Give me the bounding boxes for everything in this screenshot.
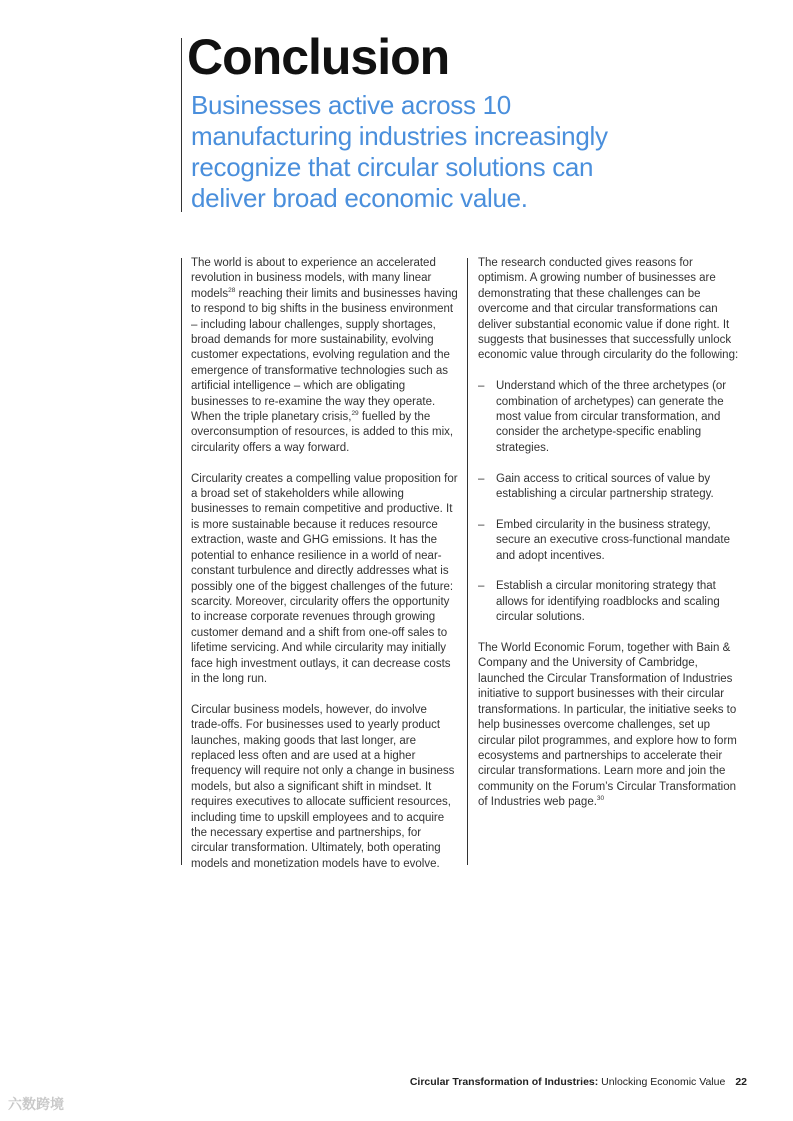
recommendation-list [478, 379, 744, 625]
footer-report-title: Circular Transformation of Industries: [409, 1076, 599, 1088]
left-paragraph-3: Circular business models, however, do involve trade-offs. For businesses used to yearly product launches, making goods that last longer, are replaced less often and are used at a higher frequency will require not only a change in business models, but also a significant shift in mindset. It requires executives to allocate sufficient resources, including time to upskill employees and to acquire the necessary expertise and partnerships, for circular transformation. Ultimately, both operating models and monetization models have to evolve. [191, 703, 455, 870]
page-title: Conclusion [187, 29, 450, 85]
footnote-ref-29: 29 [351, 410, 359, 418]
watermark: 六数跨境 [8, 1096, 64, 1112]
right-column [478, 256, 744, 826]
page-number: 22 [735, 1076, 747, 1088]
dash-marker: – [478, 380, 485, 393]
title-rule [181, 38, 182, 212]
left-column-rule [181, 258, 182, 865]
dash-marker: – [478, 518, 485, 531]
footnote-ref-30: 30 [596, 795, 605, 803]
list-item: – Establish a circular monitoring strategy that allows for identifying roadblocks and scaling circular solutions. [478, 580, 720, 624]
right-intro-paragraph: The research conducted gives reasons for optimism. A growing number of businesses are demonstrating that these challenges can be overcome and that circular transformations can deliver substantial economic value if done right. It suggests that businesses that successfully unlock economic value through circularity do the following: [478, 257, 739, 362]
dash-marker: – [478, 580, 485, 593]
left-paragraph-2: Circularity creates a compelling value proposition for a broad set of stakeholders while allowing businesses to remain competitive and productive. It is more sustainable because it reduces resource extraction, waste and GHG emissions. It has the potential to enhance resilience in a world of near-constant turbulence and directly addresses what is possibly one of the biggest challenges of the future: scarcity. Moreover, circularity offers the opportunity to increase corporate revenues through growing customer demand and a shift from one-off sales to lifetime servicing. And while circularity may initially face high investment outlays, it can decrease costs in the long run. [191, 472, 458, 685]
footnote-ref-28: 28 [228, 286, 236, 294]
middle-column-rule [467, 258, 468, 865]
list-item: – Understand which of the three archetypes (or combination of archetypes) can generate the most value from circular transformation, and consider the archetype-specific enabling strategies. [478, 380, 727, 454]
footer-report-subtitle: Unlocking Economic Value [598, 1076, 726, 1088]
page-subtitle: Businesses active across 10 manufacturing industries increasingly recognize that circular solutions can deliver broad economic value. [191, 90, 608, 213]
left-column [191, 256, 459, 888]
right-closing-paragraph: The World Economic Forum, together with Bain & Company and the University of Cambridge, launched the Circular Transformation of Industries initiative to support businesses with their circular transformations. In particular, the initiative seeks to help businesses overcome challenges, set up circular pilot programmes, and explore how to form ecosystems and partnerships to accelerate their circular transformations. Learn more and join the community on the Forum’s Circular Transformation of Industries web page.$^{30}$ [478, 642, 737, 809]
left-paragraph-1: The world is about to experience an accelerated revolution in business models, with many linear models$^{28}$ reaching their limits and businesses having to respond to big shifts in the business environment – including labour challenges, supply shortages, broad demands for more sustainability, evolving customer expectations, evolving regulation and the emergence of transformative technologies such as artificial intelligence – which are obligating businesses to re-examine the way they operate. When the triple planetary crisis,$^{29}$ fuelled by the overconsumption of resources, is added to this mix, circularity offers a way forward. [191, 257, 458, 454]
dash-marker: – [478, 472, 485, 485]
list-item: – Embed circularity in the business strategy, secure an executive cross-functional mandate and adopt incentives. [478, 518, 730, 562]
page-footer [410, 1076, 747, 1088]
list-item: – Gain access to critical sources of value by establishing a circular partnership strategy. [478, 472, 714, 501]
